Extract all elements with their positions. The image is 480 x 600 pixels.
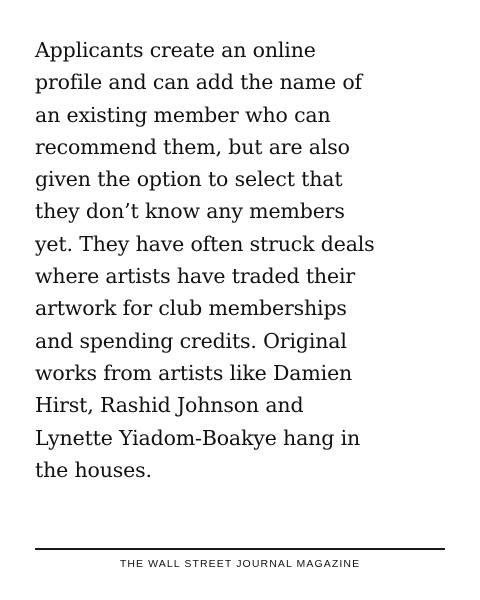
article-line: artwork for club memberships	[35, 296, 347, 321]
article-line: they don’t know any members	[35, 199, 345, 224]
article-line: where artists have traded their	[35, 264, 356, 289]
article-line: and spending credits. Original	[35, 328, 347, 353]
article-line: Applicants create an online	[35, 38, 316, 62]
article-line: Hirst, Rashid Johnson and	[35, 393, 304, 418]
article-line: profile and can add the name of	[35, 70, 362, 95]
article-line: yet. They have often struck deals	[35, 231, 375, 256]
article-line: Lynette Yiadom-Boakye hang in	[35, 425, 361, 450]
article-line: works from artists like Damien	[35, 360, 353, 385]
article-line: an existing member who can	[35, 102, 331, 127]
article-line: the houses.	[35, 457, 152, 482]
article-body	[35, 34, 455, 486]
article-line: given the option to select that	[35, 167, 343, 192]
article-line: recommend them, but are also	[35, 134, 350, 159]
footer-divider	[35, 548, 445, 550]
publication-footer: THE WALL STREET JOURNAL MAGAZINE	[119, 558, 361, 570]
